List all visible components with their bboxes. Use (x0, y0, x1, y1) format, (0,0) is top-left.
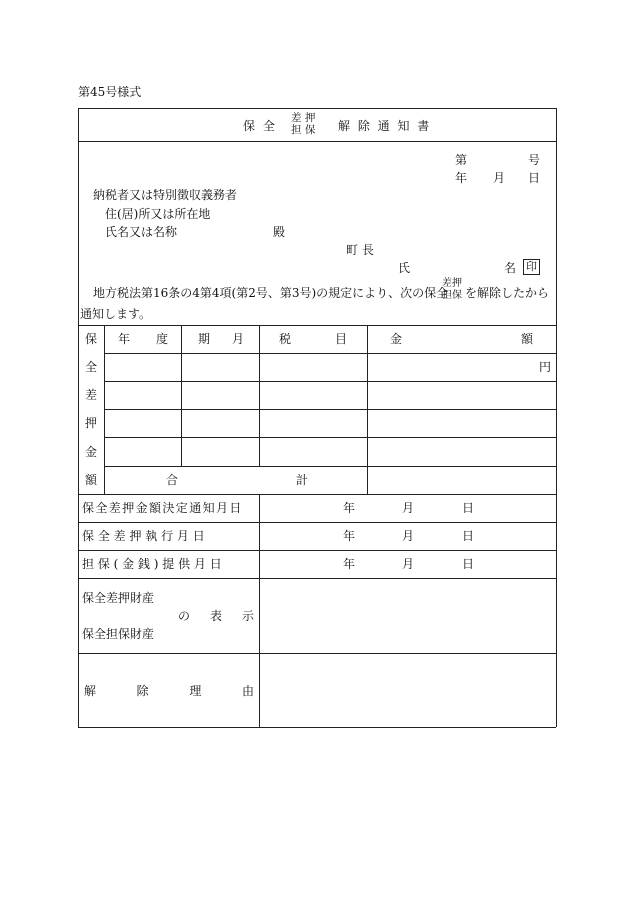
side-label-4: 押 (85, 416, 98, 430)
amount-row-line-3 (104, 437, 556, 438)
property-line-2-1: の (178, 609, 191, 623)
property-line-2-3: 示 (241, 609, 254, 623)
property-bottom-line (78, 653, 556, 654)
reason-label-2: 除 (136, 684, 149, 698)
body-text-line2: 通知します。 (80, 307, 152, 321)
seal-stamp: 印 (523, 259, 540, 275)
frame-right (556, 108, 557, 727)
header-year (118, 332, 168, 346)
title-stack-top: 差 押 (291, 112, 316, 124)
property-line-2-2: 表 (209, 609, 222, 623)
date-nen: 年 (455, 171, 468, 185)
total-label (166, 473, 308, 487)
side-label-5: 金 (85, 445, 98, 459)
date-row-line-1 (78, 522, 556, 523)
body-stack-bottom: 担保 (442, 290, 462, 301)
notice-divider (78, 325, 556, 326)
header-tax-item (279, 332, 347, 346)
body-text-before: 地方税法第16条の4第4項(第2号、第3号)の規定により、次の保全 (93, 286, 449, 300)
title-prefix: 保 全 (243, 119, 277, 133)
side-label-1: 保 (85, 332, 98, 346)
header-amount-1: 金 (390, 332, 403, 346)
title-stack-bottom: 担 保 (291, 124, 316, 136)
frame-top (78, 108, 556, 109)
reason-label-4: 由 (241, 684, 254, 698)
header-year-1: 年 (118, 332, 131, 346)
amount-row-line-1 (104, 381, 556, 382)
header-period (198, 332, 244, 346)
property-line-1: 保全差押財産 (82, 591, 155, 605)
date-hi: 日 (528, 171, 541, 185)
side-label-2: 全 (85, 360, 98, 374)
date-row-line-3 (78, 578, 556, 579)
property-line-3: 保全担保財産 (82, 627, 155, 641)
header-year-2: 度 (155, 332, 168, 346)
date-row-3-nen: 年 (343, 557, 356, 571)
amount-row-line-4 (104, 466, 556, 467)
reason-label-3: 理 (189, 684, 202, 698)
header-tax-item-1: 税 (279, 332, 292, 346)
date-row-2-hi: 日 (462, 529, 475, 543)
date-row-line-2 (78, 550, 556, 551)
date-row-label-2: 保 全 差 押 執 行 月 日 (82, 529, 205, 543)
mayor-label: 町 長 (346, 243, 374, 257)
dono-label: 殿 (273, 225, 286, 239)
header-amount-2: 額 (520, 332, 533, 346)
name-label: 氏名又は名称 (105, 225, 178, 239)
title-suffix: 解 除 通 知 書 (338, 119, 432, 133)
amount-header-line (104, 353, 556, 354)
header-amount (390, 332, 533, 346)
yen-unit: 円 (539, 360, 552, 374)
amount-row-line-2 (104, 409, 556, 410)
property-line-2 (178, 609, 254, 623)
signature-shi: 氏 (398, 261, 411, 275)
date-tsuki: 月 (493, 171, 506, 185)
date-row-label-1: 保全差押金額決定通知月日 (82, 501, 243, 515)
header-period-1: 期 (198, 332, 211, 346)
reason-label (84, 684, 254, 698)
date-row-1-hi: 日 (462, 501, 475, 515)
amount-col-divider-1 (181, 325, 182, 466)
total-label-2: 計 (295, 473, 308, 487)
taxpayer-label: 納税者又は特別徴収義務者 (93, 188, 238, 202)
address-label: 住(居)所又は所在地 (105, 207, 211, 221)
amount-bottom-line (78, 494, 556, 495)
frame-bottom (78, 727, 556, 728)
body-stack-top: 差押 (442, 278, 462, 289)
reason-label-1: 解 (84, 684, 97, 698)
total-label-1: 合 (166, 473, 179, 487)
title-divider (78, 141, 556, 142)
frame-left (78, 108, 79, 727)
date-row-3-hi: 日 (462, 557, 475, 571)
side-label-3: 差 (85, 388, 98, 402)
number-dai: 第 (455, 153, 468, 167)
lower-label-divider (259, 494, 260, 727)
header-period-2: 月 (231, 332, 244, 346)
number-go: 号 (528, 153, 541, 167)
date-row-1-tsuki: 月 (402, 501, 415, 515)
date-row-label-3: 担 保 ( 金 銭 ) 提 供 月 日 (82, 557, 222, 571)
date-row-3-tsuki: 月 (402, 557, 415, 571)
body-text-after: を解除したから (465, 286, 550, 300)
form-number: 第45号様式 (78, 85, 142, 99)
date-row-2-tsuki: 月 (402, 529, 415, 543)
signature-mei: 名 (504, 261, 517, 275)
header-tax-item-2: 目 (334, 332, 347, 346)
amount-col-divider-2 (259, 325, 260, 466)
side-label-6: 額 (85, 473, 98, 487)
date-row-1-nen: 年 (343, 501, 356, 515)
date-row-2-nen: 年 (343, 529, 356, 543)
